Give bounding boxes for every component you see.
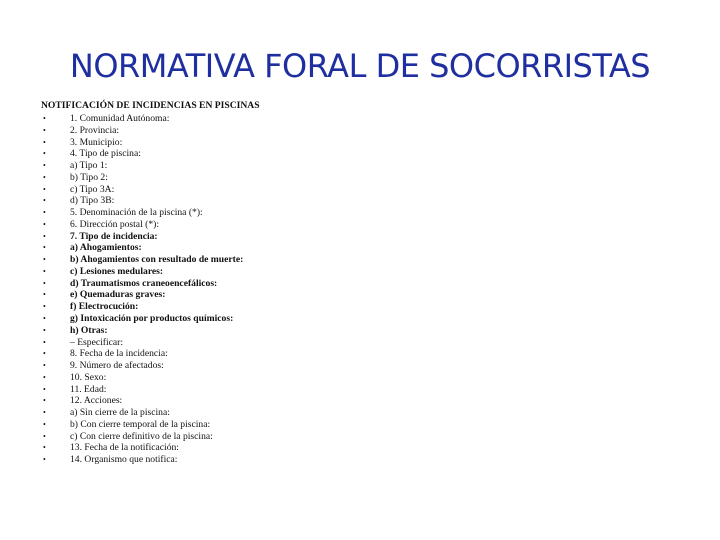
list-item-text: 10. Sexo: — [70, 371, 107, 383]
list-item-text: 12. Acciones: — [70, 395, 123, 407]
list-item-text: h) Otras: — [70, 324, 108, 336]
bullet-icon: • — [43, 278, 46, 288]
list-item-text: a) Ahogamientos: — [70, 242, 142, 254]
list-item — [42, 395, 243, 407]
list-item-text: d) Traumatismos craneoencefálicos: — [70, 277, 218, 289]
list-item-text: b) Ahogamientos con resultado de muerte: — [70, 254, 244, 266]
bullet-icon: • — [43, 314, 46, 324]
bullet-icon: • — [43, 208, 46, 218]
list-item — [42, 442, 243, 454]
list-item — [42, 278, 243, 290]
bullet-icon: • — [43, 290, 46, 300]
list-item — [42, 384, 243, 396]
list-item-text: c) Tipo 3A: — [70, 183, 115, 195]
bullet-icon: • — [43, 431, 46, 441]
list-item-text: c) Lesiones medulares: — [70, 265, 164, 277]
list-item-text: d) Tipo 3B: — [70, 195, 115, 207]
list-item-text: 8. Fecha de la incidencia: — [70, 348, 168, 360]
list-item-text: f) Electrocución: — [70, 301, 139, 313]
bullet-icon: • — [43, 302, 46, 312]
bullet-icon: • — [43, 255, 46, 265]
list-item — [42, 219, 243, 231]
bullet-icon: • — [43, 184, 46, 194]
list-item-text: 6. Dirección postal (*): — [70, 218, 159, 230]
bullet-icon: • — [43, 419, 46, 429]
list-item-text: 4. Tipo de piscina: — [70, 148, 141, 160]
bullet-icon: • — [43, 361, 46, 371]
list-item-text: 7. Tipo de incidencia: — [70, 230, 158, 242]
list-item — [42, 313, 243, 325]
bullet-list — [42, 113, 243, 466]
bullet-icon: • — [43, 384, 46, 394]
list-item — [42, 407, 243, 419]
bullet-icon: • — [43, 455, 46, 465]
list-item — [42, 195, 243, 207]
list-item-text: 3. Municipio: — [70, 136, 123, 148]
list-item-text: 9. Número de afectados: — [70, 360, 164, 372]
slide-title: NORMATIVA FORAL DE SOCORRISTAS — [69, 47, 651, 85]
bullet-icon: • — [43, 172, 46, 182]
bullet-icon: • — [43, 219, 46, 229]
list-item-text: b) Tipo 2: — [70, 171, 108, 183]
list-item-text: g) Intoxicación por productos químicos: — [70, 313, 234, 325]
list-item — [42, 113, 243, 125]
list-item — [42, 160, 243, 172]
list-item — [42, 137, 243, 149]
list-item — [42, 172, 243, 184]
list-item — [42, 431, 243, 443]
list-item — [42, 337, 243, 349]
bullet-icon: • — [43, 243, 46, 253]
section-heading: NOTIFICACIÓN DE INCIDENCIAS EN PISCINAS — [41, 100, 260, 111]
bullet-icon: • — [43, 325, 46, 335]
bullet-icon: • — [43, 149, 46, 159]
bullet-icon: • — [43, 443, 46, 453]
bullet-icon: • — [43, 196, 46, 206]
list-item — [42, 266, 243, 278]
list-item-text: a) Tipo 1: — [70, 160, 108, 172]
list-item — [42, 242, 243, 254]
list-item-text: – Especificar: — [70, 336, 124, 348]
list-item — [42, 419, 243, 431]
list-item — [42, 360, 243, 372]
list-item — [42, 325, 243, 337]
list-item — [42, 207, 243, 219]
list-item-text: 5. Denominación de la piscina (*): — [70, 207, 203, 219]
bullet-icon: • — [43, 266, 46, 276]
list-item-text: 14. Organismo que notifica: — [70, 454, 178, 466]
list-item-text: 1. Comunidad Autónoma: — [70, 113, 170, 124]
bullet-icon: • — [43, 125, 46, 135]
list-item — [42, 301, 243, 313]
bullet-icon: • — [43, 349, 46, 359]
list-item — [42, 454, 243, 466]
list-item — [42, 254, 243, 266]
list-item-text: b) Con cierre temporal de la piscina: — [70, 418, 211, 430]
list-item — [42, 289, 243, 301]
list-item-text: e) Quemaduras graves: — [70, 289, 166, 301]
bullet-icon: • — [43, 408, 46, 418]
list-item-text: c) Con cierre definitivo de la piscina: — [70, 430, 213, 442]
list-item — [42, 348, 243, 360]
bullet-icon: • — [43, 161, 46, 171]
list-item-text: 2. Provincia: — [70, 124, 120, 136]
bullet-icon: • — [43, 337, 46, 347]
bullet-icon: • — [43, 231, 46, 241]
bullet-icon: • — [43, 137, 46, 147]
list-item — [42, 184, 243, 196]
list-item — [42, 231, 243, 243]
list-item-text: 11. Edad: — [70, 383, 107, 395]
list-item — [42, 148, 243, 160]
list-item — [42, 125, 243, 137]
list-item-text: 13. Fecha de la notificación: — [70, 442, 179, 454]
bullet-icon: • — [43, 114, 46, 123]
bullet-icon: • — [43, 372, 46, 382]
list-item-text: a) Sin cierre de la piscina: — [70, 407, 170, 419]
bullet-icon: • — [43, 396, 46, 406]
list-item — [42, 372, 243, 384]
